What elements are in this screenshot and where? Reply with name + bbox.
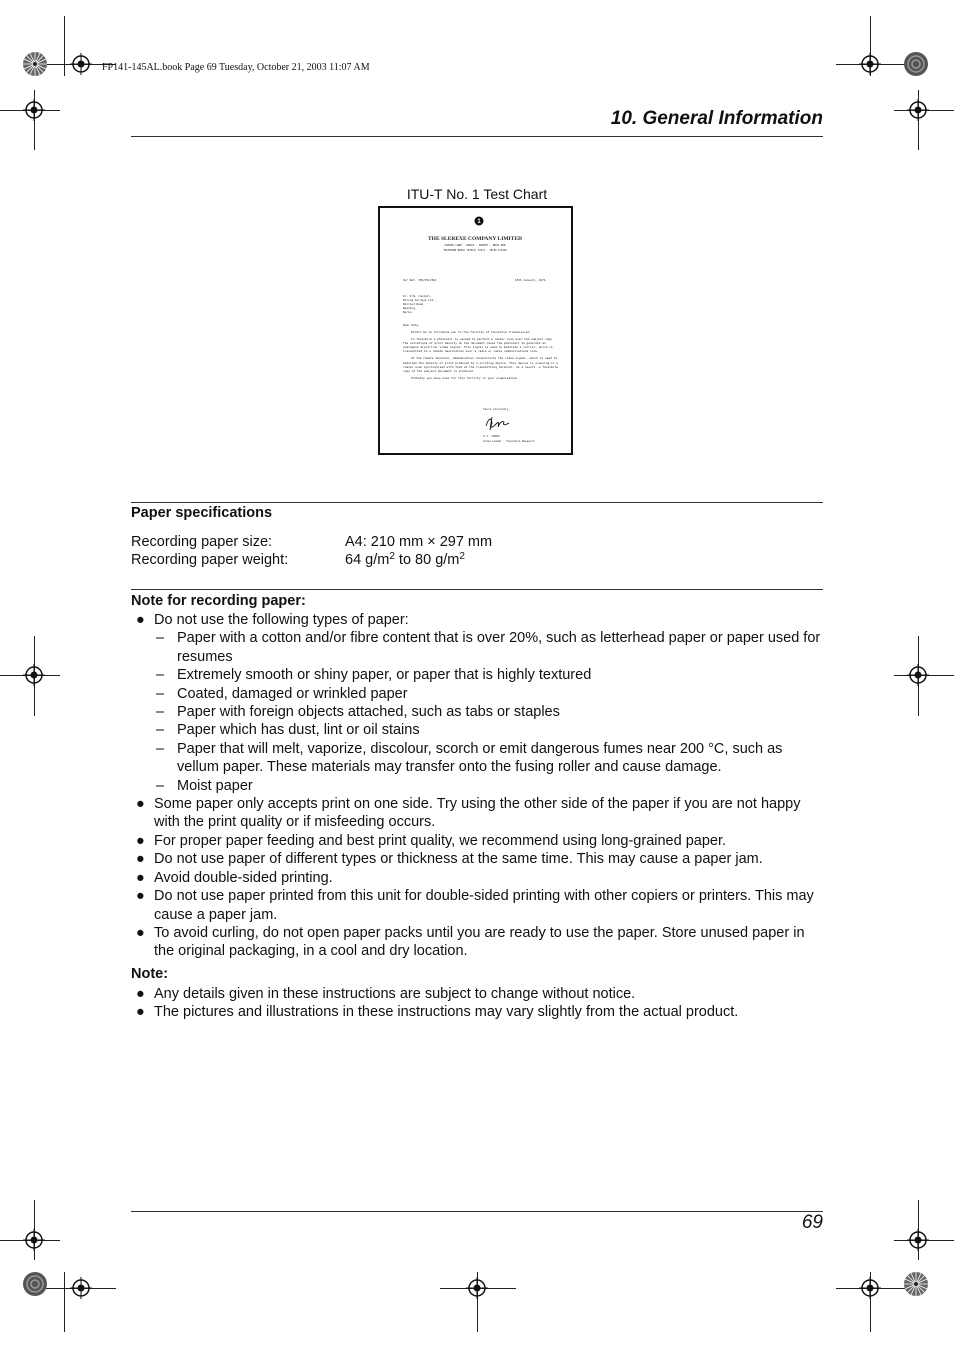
bullet-icon: ● bbox=[136, 796, 145, 813]
page-number: 69 bbox=[801, 1212, 823, 1233]
list-item: ● Do not use paper printed from this unit for double-sided printing with other copiers or printers. This may cause a paper jam. bbox=[136, 888, 814, 923]
chart-recipient-2: Mining Surveys Ltd., bbox=[403, 298, 437, 302]
dash-icon: – bbox=[156, 630, 165, 647]
chart-paragraph: At the remote terminal, demodulation reconstructs the video signal, which is used to modulate the density of print produced by a printing device. This device is scanning in a raster scan synchronised with that at the transmitting terminal. As a result, a facsimile copy of the subject document is produced. bbox=[403, 356, 558, 373]
list-item: ● Do not use paper of different types or thickness at the same time. This may cause a paper jam. bbox=[136, 851, 763, 868]
section-rule bbox=[131, 589, 823, 590]
test-chart-letter bbox=[380, 208, 571, 453]
dash-icon: – bbox=[156, 667, 165, 684]
registration-target-icon bbox=[23, 1229, 45, 1251]
chart-closing: Yours sincerely, bbox=[483, 407, 510, 411]
chart-address-2: TELEPHONE BOOLE (94513) 51617 - TELEX 123456 bbox=[443, 249, 507, 252]
dash-icon: – bbox=[156, 704, 165, 721]
list-item: ● The pictures and illustrations in these instructions may vary slightly from the actual product. bbox=[136, 1004, 739, 1021]
starburst-mark-icon bbox=[22, 1271, 48, 1297]
list-item: – Paper with foreign objects attached, such as tabs or staples bbox=[156, 704, 560, 721]
chart-ref: Our Ref. 350/PJC/EAC bbox=[403, 278, 437, 282]
bullet-icon: ● bbox=[136, 869, 145, 886]
recording-note-heading: Note for recording paper: bbox=[131, 593, 306, 609]
chapter-title: 10. General Information bbox=[610, 108, 823, 129]
chart-paragraph: In facsimile a photocell is caused to perform a raster scan over the subject copy. The variations of print density on the document cause the photocell to generate an analogous electrical video signal. This signal is used to modulate a carrier, which is transmitted to a remote destination over a radio or cable communications link. bbox=[403, 337, 554, 354]
list-item: – Extremely smooth or shiny paper, or paper that is highly textured bbox=[156, 667, 592, 684]
registration-target-icon bbox=[859, 53, 881, 75]
starburst-mark-icon bbox=[903, 51, 929, 77]
list-item: ● For proper paper feeding and best print quality, we recommend using long-grained paper. bbox=[136, 832, 727, 849]
registration-target-icon bbox=[859, 1277, 881, 1299]
chart-company: THE SLEREXE COMPANY LIMITED bbox=[428, 236, 522, 242]
list-item: – Moist paper bbox=[156, 777, 253, 794]
chart-marker-number: 1 bbox=[477, 219, 481, 225]
chart-recipient-5: Berks. bbox=[403, 310, 414, 314]
note-list bbox=[131, 985, 823, 1022]
list-item: ● Do not use the following types of paper: bbox=[136, 612, 409, 628]
weight-unit-exponent: 2 bbox=[459, 551, 465, 562]
bullet-icon: ● bbox=[136, 888, 145, 905]
registration-target-icon bbox=[907, 664, 929, 686]
chart-signature-name: P.J. CROSS bbox=[483, 434, 500, 438]
registration-target-icon bbox=[70, 1277, 92, 1299]
registration-target-icon bbox=[23, 664, 45, 686]
starburst-mark-icon bbox=[22, 51, 48, 77]
dash-icon: – bbox=[156, 722, 165, 739]
starburst-mark-icon bbox=[903, 1271, 929, 1297]
list-item: – Paper with a cotton and/or fibre content that is over 20%, such as letterhead paper or paper used for resumes bbox=[156, 630, 821, 665]
book-info-line: FP141-145AL.book Page 69 Tuesday, October 21, 2003 11:07 AM bbox=[102, 62, 370, 73]
list-item: ● Some paper only accepts print on one side. Try using the other side of the paper if you are not happy with the print quality or if misfeeding occurs. bbox=[136, 796, 801, 831]
chart-recipient-4: Reading, bbox=[403, 306, 417, 310]
bullet-icon: ● bbox=[136, 851, 145, 868]
bullet-icon: ● bbox=[136, 924, 145, 941]
section-rule bbox=[131, 502, 823, 503]
chart-address-1: SAPORS LANE - BOOLE - DORSET - BH25 8ER bbox=[444, 244, 506, 247]
weight-min: 64 g/m bbox=[345, 552, 390, 568]
spec-row-size bbox=[131, 534, 493, 550]
chart-recipient-3: Holroyd Road, bbox=[403, 302, 425, 306]
figure-caption: ITU-T No. 1 Test Chart bbox=[406, 186, 548, 202]
chart-signature bbox=[486, 417, 509, 430]
list-item: ● Avoid double-sided printing. bbox=[136, 869, 333, 886]
chart-paragraph: Probably you have uses for this facility in your organisation. bbox=[411, 375, 519, 380]
spec-value: A4: 210 mm × 297 mm bbox=[345, 534, 493, 550]
test-chart-image bbox=[378, 206, 573, 455]
dash-icon: – bbox=[156, 740, 165, 757]
spec-row-weight bbox=[131, 551, 465, 568]
list-item: – Paper which has dust, lint or oil stains bbox=[156, 722, 420, 739]
registration-target-icon bbox=[907, 1229, 929, 1251]
note-heading: Note: bbox=[131, 966, 169, 982]
spec-label: Recording paper weight: bbox=[131, 552, 289, 568]
spec-label: Recording paper size: bbox=[131, 534, 273, 550]
list-item: – Coated, damaged or wrinkled paper bbox=[156, 685, 408, 702]
list-item: ● To avoid curling, do not open paper packs until you are ready to use the paper. Store unused paper in the original packaging, in a cool and dry location. bbox=[136, 924, 805, 960]
bullet-icon: ● bbox=[136, 832, 145, 849]
footer-rule bbox=[131, 1211, 823, 1212]
bullet-icon: ● bbox=[136, 612, 145, 628]
list-item: ● Any details given in these instructions are subject to change without notice. bbox=[136, 986, 636, 1002]
header-rule bbox=[131, 136, 823, 137]
chart-recipient-1: Dr. P.N. Cundall, bbox=[403, 294, 432, 298]
chart-paragraph: Permit me to introduce you to the facility of facsimile transmission. bbox=[411, 330, 532, 334]
registration-target-icon bbox=[23, 99, 45, 121]
registration-target-icon bbox=[70, 53, 92, 75]
registration-target-icon bbox=[466, 1277, 488, 1299]
registration-target-icon bbox=[907, 99, 929, 121]
spec-value bbox=[345, 552, 465, 568]
paper-specs-heading: Paper specifications bbox=[131, 505, 273, 521]
chart-salutation: Dear Pete, bbox=[403, 323, 420, 327]
bullet-icon: ● bbox=[136, 986, 145, 1002]
weight-unit-exponent: 2 bbox=[389, 551, 395, 562]
dash-icon: – bbox=[156, 685, 165, 702]
chart-date: 18th January, 1972. bbox=[515, 278, 547, 282]
weight-max: to 80 g/m bbox=[394, 552, 460, 568]
dash-icon: – bbox=[156, 777, 165, 794]
list-item: – Paper that will melt, vaporize, discolour, scorch or emit dangerous fumes near 200 °C, such as vellum paper. These materials may transfer onto the fusing roller and cause damage. bbox=[156, 740, 783, 776]
recording-note-list bbox=[131, 611, 823, 961]
chart-signature-title: Group Leader - Facsimile Research bbox=[483, 440, 535, 443]
bullet-icon: ● bbox=[136, 1004, 145, 1021]
